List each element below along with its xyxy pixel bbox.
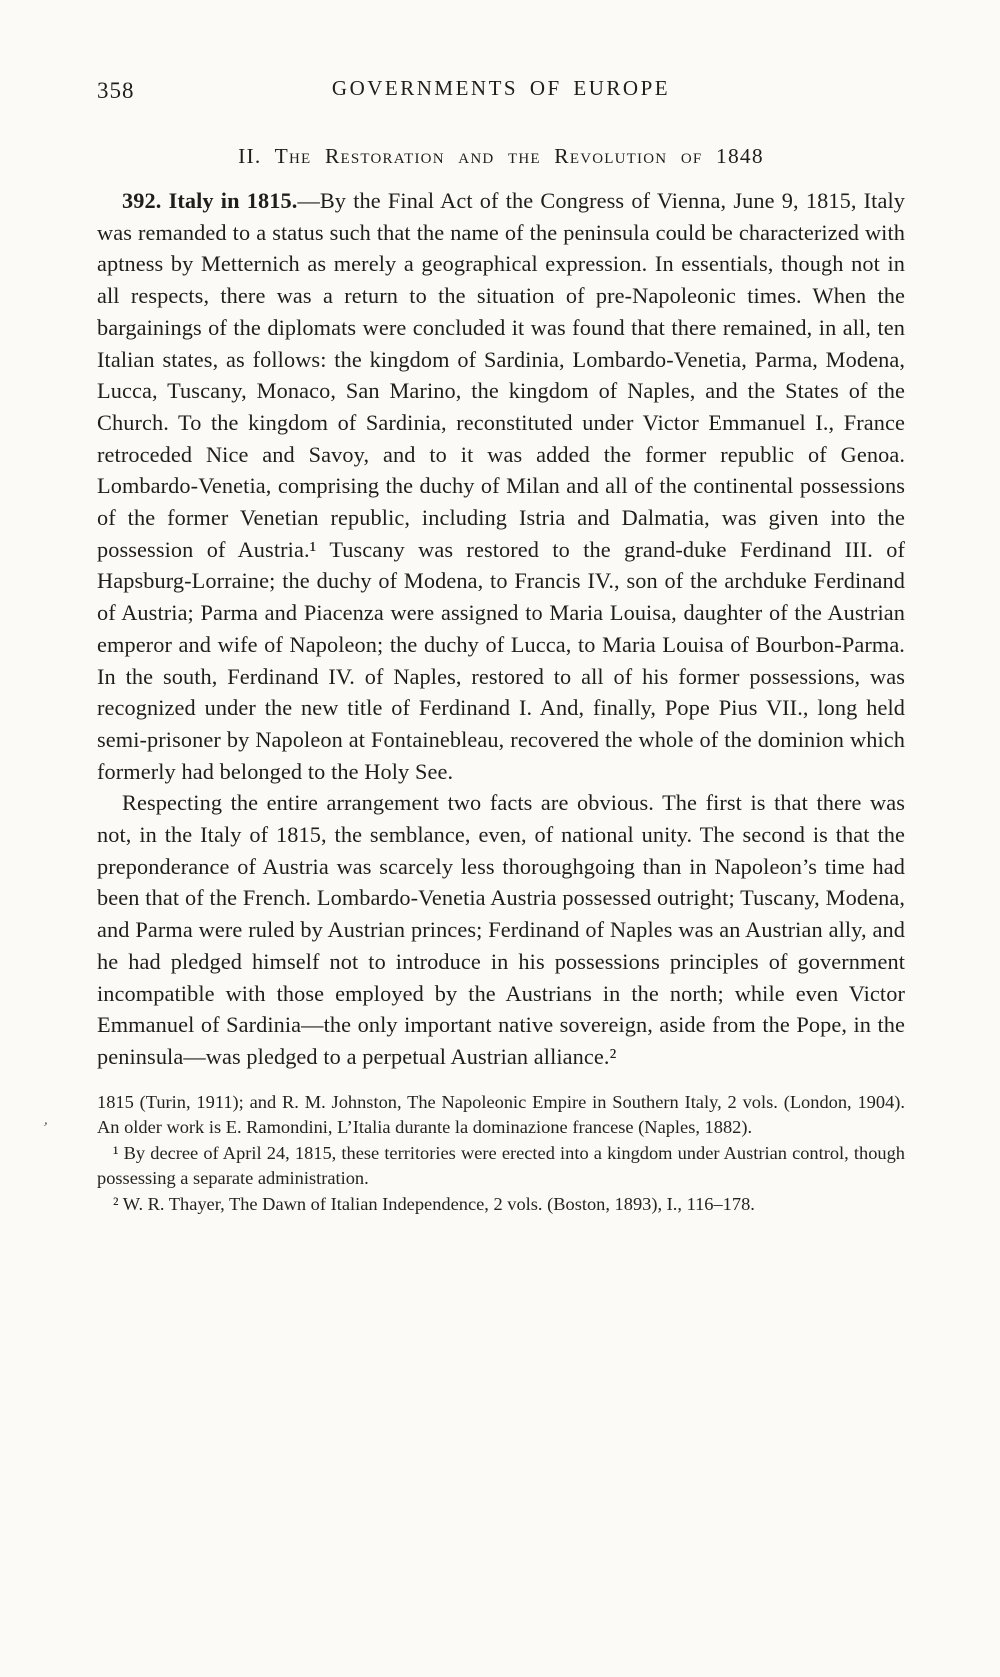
paragraph-392: [97, 185, 905, 787]
scan-artifact-mark: ,: [42, 1111, 52, 1129]
page-number: 358: [97, 78, 135, 103]
paragraph-392-text: —By the Final Act of the Congress of Vienna, June 9, 1815, Italy was remanded to a status such that the name of the peninsula could be characterized with aptness by Metternich as merely a geographical expression. In essentials, though not in all respects, there was a return to the situation of pre-Napoleonic times. When the bargainings of the diplomats were concluded it was found that there remained, in all, ten Italian states, as follows: the kingdom of Sardinia, Lombardo-Venetia, Parma, Modena, Lucca, Tuscany, Monaco, San Marino, the kingdom of Naples, and the States of the Church. To the kingdom of Sardinia, reconstituted under Victor Emmanuel I., France retroceded Nice and Savoy, and to it was added the former republic of Genoa. Lombardo-Venetia, comprising the duchy of Milan and all of the continental possessions of the former Venetian republic, including Istria and Dalmatia, was given into the possession of Austria.¹ Tuscany was restored to the grand-duke Ferdinand III. of Hapsburg-Lorraine; the duchy of Modena, to Francis IV., son of the archduke Ferdinand of Austria; Parma and Piacenza were assigned to Maria Louisa, daughter of the Austrian emperor and wife of Napoleon; the duchy of Lucca, to Maria Louisa of Bourbon-Parma. In the south, Ferdinand IV. of Naples, restored to all of his former possessions, was recognized under the new title of Ferdinand I. And, finally, Pope Pius VII., long held semi-prisoner by Napoleon at Fontainebleau, recovered the whole of the dominion which formerly had belonged to the Holy See.: [97, 188, 906, 784]
section-heading: II. The Restoration and the Revolution of 1848: [238, 144, 764, 168]
footnote-2: ² W. R. Thayer, The Dawn of Italian Independence, 2 vols. (Boston, 1893), I., 116–178.: [113, 1194, 755, 1215]
footnote-continuation: 1815 (Turin, 1911); and R. M. Johnston, The Napoleonic Empire in Southern Italy, 2 vols. (London, 1904). An older work is E. Ramondini, L’Italia durante la dominazione francese (Naples, 1882).: [97, 1091, 905, 1138]
paragraph-392-lead: 392. Italy in 1815.: [122, 188, 298, 213]
paragraph-respecting-text: Respecting the entire arrangement two facts are obvious. The first is that there was not, in the Italy of 1815, the semblance, even, of national unity. The second is that the preponderance of Austria was scarcely less thoroughgoing than in Napoleon’s time had been that of the French. Lombardo-Venetia Austria possessed outright; Tuscany, Modena, and Parma were ruled by Austrian princes; Ferdinand of Naples was an Austrian ally, and he had pledged himself not to introduce in his possessions principles of government incompatible with those employed by the Austrians in the north; while even Victor Emmanuel of Sardinia—the only important native sovereign, aside from the Pope, in the peninsula—was pledged to a perpetual Austrian alliance.²: [97, 790, 905, 1069]
page-header: [97, 76, 905, 108]
running-title: GOVERNMENTS OF EUROPE: [331, 76, 671, 100]
paragraph-respecting: [97, 787, 905, 1072]
footnotes-block: [97, 1090, 905, 1218]
body-text: [97, 185, 905, 1073]
footnote-1: ¹ By decree of April 24, 1815, these territories were erected into a kingdom under Austrian control, though possessing a separate administration.: [97, 1142, 905, 1189]
